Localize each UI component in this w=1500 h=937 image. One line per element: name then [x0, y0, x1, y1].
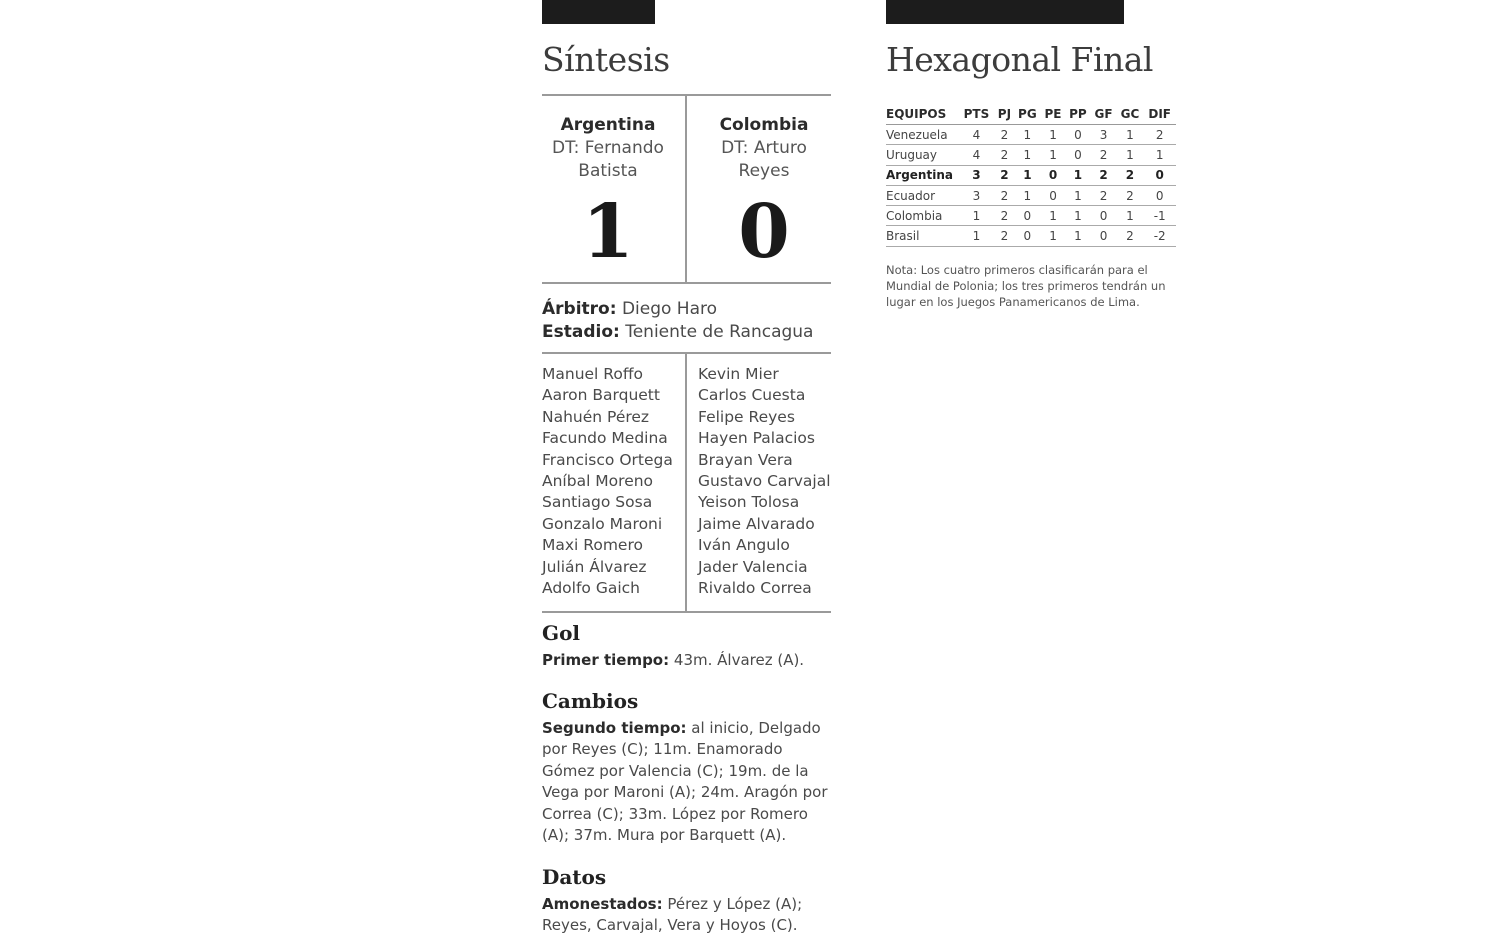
- column-header: PE: [1041, 104, 1065, 125]
- stat-cell: 1: [1014, 165, 1041, 185]
- stat-cell: 2: [1117, 165, 1144, 185]
- goal-section-title: Gol: [542, 621, 581, 645]
- stadium-name: Teniente de Rancagua: [625, 322, 814, 342]
- stat-cell: -1: [1143, 206, 1176, 226]
- stat-cell: 2: [995, 145, 1014, 165]
- stat-cell: 1: [1041, 125, 1065, 145]
- changes-detail: al inicio, Delgado por Reyes (C); 11m. Enamorado Gómez por Valencia (C); 19m. de la Vega por Maroni (A); 24m. Aragón por Correa (C); 33m. López por Romero (A); 37m. Mura por Barquett (A).: [542, 719, 828, 845]
- stat-cell: 4: [958, 145, 995, 165]
- table-row: [886, 226, 1176, 246]
- standings-table: [886, 104, 1176, 247]
- stat-cell: 1: [1014, 145, 1041, 165]
- stat-cell: 0: [1014, 206, 1041, 226]
- player-name: Jaime Alvarado: [698, 514, 815, 533]
- synthesis-title: Síntesis: [542, 40, 670, 79]
- stat-cell: 0: [1041, 185, 1065, 205]
- stat-cell: 0: [1065, 145, 1090, 165]
- player-name: Gustavo Carvajal: [698, 472, 831, 491]
- player-name: Manuel Roffo: [542, 365, 644, 383]
- stat-cell: 1: [1117, 145, 1144, 165]
- away-coach-line2: Reyes: [738, 161, 790, 181]
- stat-cell: 3: [1091, 125, 1117, 145]
- stat-cell: 0: [1065, 125, 1090, 145]
- stat-cell: 2: [1143, 125, 1176, 145]
- team-cell: Venezuela: [886, 125, 958, 145]
- data-detail: Pérez y López (A); Reyes, Carvajal, Vera y Hoyos (C).: [542, 895, 803, 935]
- changes-section-title: Cambios: [542, 689, 639, 713]
- player-name: Aníbal Moreno: [542, 472, 654, 491]
- player-name: Nahuén Pérez: [542, 407, 650, 426]
- stat-cell: 2: [995, 185, 1014, 205]
- goal-label: Primer tiempo:: [542, 651, 670, 669]
- away-team-name: Colombia: [719, 115, 809, 135]
- away-coach-line1: DT: Arturo: [721, 138, 807, 158]
- team-cell: Argentina: [886, 165, 958, 185]
- stat-cell: 2: [1117, 185, 1144, 205]
- team-cell: Brasil: [886, 226, 958, 246]
- stat-cell: 2: [1091, 145, 1117, 165]
- referee-label: Árbitro:: [542, 299, 617, 319]
- changes-text: [542, 718, 832, 846]
- stat-cell: 3: [958, 185, 995, 205]
- stat-cell: 0: [1143, 165, 1176, 185]
- team-cell: Colombia: [886, 206, 958, 226]
- referee-name: Diego Haro: [621, 299, 718, 319]
- stat-cell: 1: [1041, 206, 1065, 226]
- player-name: Iván Angulo: [698, 536, 790, 555]
- referee-line: [542, 298, 717, 321]
- data-text: [542, 894, 832, 937]
- stat-cell: 2: [995, 206, 1014, 226]
- divider: [542, 611, 831, 613]
- player-name: Brayan Vera: [698, 450, 793, 469]
- stat-cell: 1: [958, 206, 995, 226]
- home-team: [538, 114, 678, 183]
- table-header-row: [886, 104, 1176, 125]
- stat-cell: 0: [1091, 226, 1117, 246]
- home-coach-line1: DT: Fernando: [552, 138, 664, 158]
- stat-cell: 2: [1091, 165, 1117, 185]
- home-score: 1: [582, 189, 634, 275]
- hexagonal-title: Hexagonal Final: [886, 40, 1153, 79]
- team-cell: Uruguay: [886, 145, 958, 165]
- table-row: [886, 125, 1176, 145]
- stat-cell: 2: [995, 125, 1014, 145]
- column-header: GF: [1091, 104, 1117, 125]
- lineup-divider: [685, 353, 687, 612]
- stat-cell: 4: [958, 125, 995, 145]
- stat-cell: 1: [958, 226, 995, 246]
- column-header: EQUIPOS: [886, 104, 958, 125]
- stat-cell: 2: [995, 165, 1014, 185]
- stat-cell: 2: [1117, 226, 1144, 246]
- goal-text: [542, 650, 832, 671]
- table-row: [886, 206, 1176, 226]
- stat-cell: 1: [1143, 145, 1176, 165]
- column-header: GC: [1117, 104, 1144, 125]
- player-name: Facundo Medina: [542, 429, 668, 448]
- player-name: Carlos Cuesta: [698, 386, 806, 405]
- away-team: [694, 114, 834, 183]
- table-row-highlighted: [886, 165, 1176, 185]
- column-header: PP: [1065, 104, 1090, 125]
- stat-cell: 1: [1065, 206, 1090, 226]
- column-header: PJ: [995, 104, 1014, 125]
- stat-cell: 0: [1014, 226, 1041, 246]
- data-label: Amonestados:: [542, 895, 663, 913]
- stat-cell: 2: [1091, 185, 1117, 205]
- home-lineup: [542, 364, 673, 599]
- stat-cell: 1: [1065, 185, 1090, 205]
- stat-cell: 2: [995, 226, 1014, 246]
- player-name: Julián Álvarez: [542, 557, 647, 576]
- data-section-title: Datos: [542, 865, 607, 889]
- player-name: Aaron Barquett: [542, 386, 660, 405]
- table-row: [886, 185, 1176, 205]
- player-name: Gonzalo Maroni: [542, 514, 663, 533]
- stat-cell: -2: [1143, 226, 1176, 246]
- goal-detail: 43m. Álvarez (A).: [673, 651, 805, 669]
- stat-cell: 3: [958, 165, 995, 185]
- team-divider: [685, 95, 687, 283]
- stat-cell: 1: [1065, 226, 1090, 246]
- standings-note: Nota: Los cuatro primeros clasificarán para el Mundial de Polonia; los tres primeros tendrán un lugar en los Juegos Panamericanos de Lima.: [886, 263, 1166, 309]
- home-team-name: Argentina: [560, 115, 656, 135]
- away-lineup: [698, 364, 831, 599]
- divider: [542, 282, 831, 284]
- stat-cell: 0: [1143, 185, 1176, 205]
- player-name: Felipe Reyes: [698, 407, 795, 426]
- player-name: Francisco Ortega: [542, 450, 673, 469]
- away-score: 0: [738, 189, 790, 275]
- hexagonal-header-bar: [886, 0, 1124, 24]
- column-header: DIF: [1143, 104, 1176, 125]
- stat-cell: 0: [1041, 165, 1065, 185]
- stat-cell: 1: [1041, 226, 1065, 246]
- player-name: Yeison Tolosa: [698, 493, 800, 512]
- column-header: PTS: [958, 104, 995, 125]
- stat-cell: 0: [1091, 206, 1117, 226]
- team-cell: Ecuador: [886, 185, 958, 205]
- player-name: Adolfo Gaich: [542, 579, 640, 598]
- player-name: Kevin Mier: [698, 365, 779, 383]
- column-header: PG: [1014, 104, 1041, 125]
- table-row: [886, 145, 1176, 165]
- stat-cell: 1: [1041, 145, 1065, 165]
- stat-cell: 1: [1014, 185, 1041, 205]
- stadium-label: Estadio:: [542, 322, 620, 342]
- player-name: Maxi Romero: [542, 536, 643, 555]
- home-coach-line2: Batista: [578, 161, 638, 181]
- stat-cell: 1: [1117, 206, 1144, 226]
- stadium-line: [542, 321, 813, 344]
- stat-cell: 1: [1117, 125, 1144, 145]
- player-name: Hayen Palacios: [698, 429, 815, 448]
- player-name: Rivaldo Correa: [698, 579, 812, 598]
- synthesis-header-bar: [542, 0, 655, 24]
- changes-label: Segundo tiempo:: [542, 719, 687, 737]
- player-name: Jader Valencia: [698, 557, 808, 576]
- player-name: Santiago Sosa: [542, 493, 653, 512]
- stat-cell: 1: [1065, 165, 1090, 185]
- stat-cell: 1: [1014, 125, 1041, 145]
